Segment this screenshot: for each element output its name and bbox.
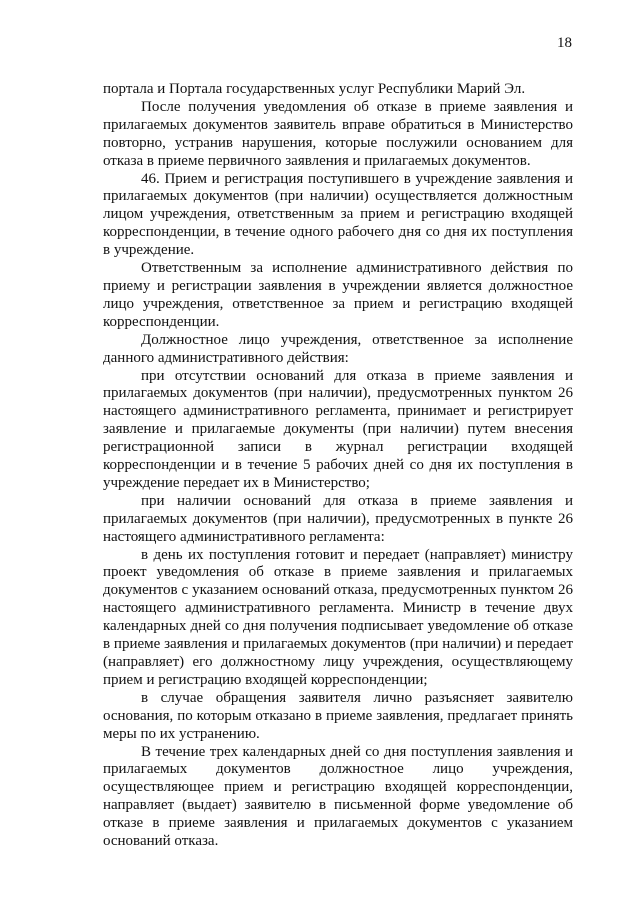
paragraph-personal-appeal: в случае обращения заявителя лично разъясняет заявителю основания, по которым отказано в приеме заявления, предлагает принять меры по их устранению. [103,689,573,742]
paragraph-portal-continuation: портала и Портала государственных услуг Республики Марий Эл. [103,81,526,97]
paragraph-repeat-application: После получения уведомления об отказе в приеме заявления и прилагаемых документов заявитель вправе обратиться в Министерство повторно, устранив нарушения, которые послужили основанием для отказа в приеме первичного заявления и прилагаемых документов. [103,98,573,169]
paragraph-no-refusal-grounds: при отсутствии оснований для отказа в приеме заявления и прилагаемых документов (при наличии), предусмотренных пунктом 26 настоящего административного регламента, принимает и регистрирует заявление и прилагаемые документы (при наличии) путем внесения регистрационной записи в журнал регистрации входящей корреспонденции и в течение 5 рабочих дней со дня их поступления в учреждение передает их в Министерство; [103,367,573,491]
paragraph-refusal-notice-prep: в день их поступления готовит и передает (направляет) министру проект уведомления об отказе в приеме заявления и прилагаемых документов с указанием оснований отказа, предусмотренных пунктом 26 настоящего административного регламента. Министр в течение двух календарных дней со дня получения подписывает уведомление об отказе в приеме заявления и прилагаемых документов (при наличии) и передает (направляет) его должностному лицу учреждения, осуществляющему прием и регистрацию входящей корреспонденции; [103,546,573,688]
paragraph-three-days-notice: В течение трех календарных дней со дня поступления заявления и прилагаемых документов должностное лицо учреждения, осуществляющее прием и регистрацию входящей корреспонденции, направляет (выдает) заявителю в письменной форме уведомление об отказе в приеме заявления и прилагаемых документов с указанием оснований отказа. [103,743,573,850]
paragraph-refusal-grounds: при наличии оснований для отказа в приеме заявления и прилагаемых документов (при наличии), предусмотренных в пункте 26 настоящего административного регламента: [103,492,573,545]
page-number: 18 [557,35,572,51]
paragraph-responsible-person: Ответственным за исполнение административного действия по приему и регистрации заявления в учреждении является должностное лицо учреждения, ответственное за прием и регистрацию входящей корреспонденции. [103,260,573,330]
document-body [103,81,573,851]
paragraph-item-46: 46. Прием и регистрация поступившего в учреждение заявления и прилагаемых документов (при наличии) осуществляется должностным лицом учреждения, ответственным за прием и регистрацию входящей корреспонденции, в течение одного рабочего дня со дня их поступления в учреждение. [103,170,573,259]
paragraph-official-duties-intro: Должностное лицо учреждения, ответственное за исполнение данного административного действия: [103,331,573,366]
